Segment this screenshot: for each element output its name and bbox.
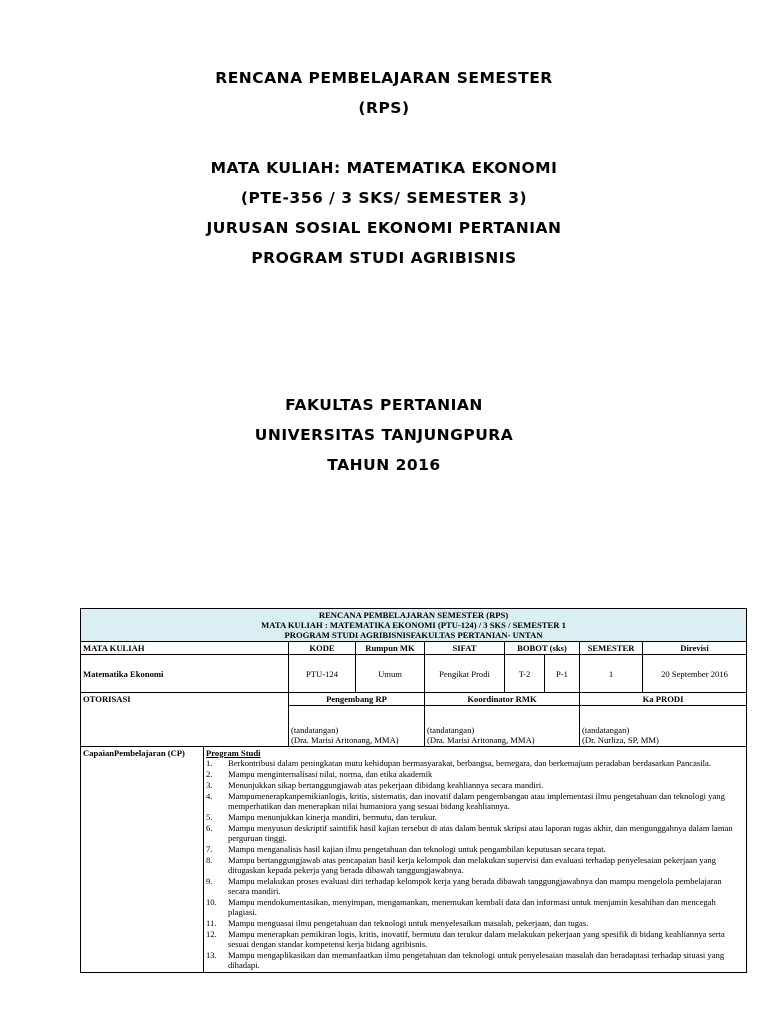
cp-item <box>206 823 744 843</box>
course-sifat: Pengikat Prodi <box>425 655 505 693</box>
cp-item <box>206 918 744 928</box>
cp-item <box>206 844 744 854</box>
course-rumpun: Umum <box>356 655 425 693</box>
cp-item-text: Mampu menganalisis hasil kajian ilmu pengetahuan dan teknologi untuk pengambilan keputusan secara tepat. <box>228 844 606 854</box>
course-bobot-t: T-2 <box>505 655 545 693</box>
course-bobot-p: P-1 <box>545 655 580 693</box>
cp-item-text: Mampu mengaplikasikan dan memanfaatkan ilmu pengetahuan dan teknologi untuk penyelesaian masalah dan beradaptasi terhadap situasi yang dihadapi. <box>228 950 725 970</box>
cp-item <box>206 791 744 811</box>
cp-list <box>206 758 744 970</box>
kaprodi-name: (Dr. Nurliza, SP, MM) <box>582 735 659 745</box>
koordinator-signature <box>425 706 580 747</box>
cp-item-number: 7. <box>206 844 213 854</box>
cp-item <box>206 876 744 896</box>
cp-item-text: Mampu menyusun deskriptif saintifik hasil kajian tersebut di atas dalam bentuk skripsi atau laporan tugas akhir, dan mengunggahnya dalam laman perguruan tinggi. <box>228 823 733 843</box>
cp-item-number: 11. <box>206 918 217 928</box>
kaprodi-signature <box>580 706 747 747</box>
cover-subtitle: (RPS) <box>358 99 410 117</box>
cp-program-studi: Program Studi <box>206 748 261 758</box>
cover-course-name: MATA KULIAH: MATEMATIKA EKONOMI <box>210 159 558 177</box>
koordinator-name: (Dra. Marisi Aritonang, MMA) <box>427 735 535 745</box>
cp-item-text: Berkontribusi dalam peningkatan mutu kehidupan bermasyarakat, berbangsa, bernegara, dan berkemajuan peradaban berdasarkan Pancasila. <box>228 758 711 768</box>
pengembang-label: Pengembang RP <box>289 693 425 706</box>
cp-item <box>206 780 744 790</box>
course-direvisi: 20 September 2016 <box>643 655 747 693</box>
pengembang-signature <box>289 706 425 747</box>
cp-item-number: 10. <box>206 897 217 907</box>
cp-item-text: Mampu bertanggungjawab atas pencapaian hasil kerja kelompok dan melakukan supervisi dan evaluasi terhadap penyelesaian pekerjaan yang ditugaskan kepada pekerja yang berada dibawah tanggungjawabnya. <box>228 855 716 875</box>
col-mata-kuliah: MATA KULIAH <box>81 642 289 655</box>
cp-item <box>206 812 744 822</box>
cp-item-text: Mampu menunjukkan kinerja mandiri, bermutu, dan terukur. <box>228 812 437 822</box>
cover-program: PROGRAM STUDI AGRIBISNIS <box>251 249 517 267</box>
course-semester: 1 <box>580 655 643 693</box>
kaprodi-label: Ka PRODI <box>580 693 747 706</box>
course-name: Matematika Ekonomi <box>81 655 289 693</box>
cp-item-number: 1. <box>206 758 213 768</box>
cover-title-block <box>0 63 768 123</box>
cp-content <box>204 747 747 973</box>
cover-department: JURUSAN SOSIAL EKONOMI PERTANIAN <box>206 219 562 237</box>
cp-item <box>206 855 744 875</box>
kaprodi-sig-placeholder: (tandatangan) <box>582 725 630 735</box>
cp-item-number: 13. <box>206 950 217 960</box>
otorisasi-label: OTORISASI <box>81 693 289 747</box>
col-kode: KODE <box>289 642 356 655</box>
cp-item-number: 8. <box>206 855 213 865</box>
cover-year: TAHUN 2016 <box>327 456 441 474</box>
table-header <box>81 609 747 642</box>
table-header-program: PROGRAM STUDI AGRIBISNISFAKULTAS PERTANIAN- UNTAN <box>284 630 543 640</box>
cover-course-block <box>0 153 768 273</box>
koordinator-label: Koordinator RMK <box>425 693 580 706</box>
cp-item-number: 9. <box>206 876 213 886</box>
cp-item <box>206 758 744 768</box>
cp-item-number: 6. <box>206 823 213 833</box>
cp-label: CapaianPembelajaran (CP) <box>81 747 204 973</box>
cp-item <box>206 897 744 917</box>
col-sifat: SIFAT <box>425 642 505 655</box>
cp-item-number: 2. <box>206 769 213 779</box>
column-header-row <box>81 642 747 655</box>
cp-item <box>206 929 744 949</box>
cp-row <box>81 747 747 973</box>
pengembang-sig-placeholder: (tandatangan) <box>291 725 339 735</box>
cp-item-text: Menunjukkan sikap bertanggungjawab atas pekerjaan dibidang keahliannya secara mandiri. <box>228 780 544 790</box>
cp-item-number: 12. <box>206 929 217 939</box>
cp-item-text: Mampu mendokumentasikan, menyimpan, mengamankan, menemukan kembali data dan informasi untuk menjamin kesahihan dan mencegah plagiasi. <box>228 897 716 917</box>
rps-table <box>80 608 747 973</box>
cp-item-number: 4. <box>206 791 213 801</box>
cp-item-text: Mampu melakukan proses evaluasi diri terhadap kelompok kerja yang berada dibawah tanggungjawabnya dan mampu mengelola pembelajaran secara mandiri. <box>228 876 722 896</box>
cover-faculty: FAKULTAS PERTANIAN <box>285 396 483 414</box>
koordinator-sig-placeholder: (tandatangan) <box>427 725 475 735</box>
cp-item-number: 5. <box>206 812 213 822</box>
col-bobot: BOBOT (sks) <box>505 642 580 655</box>
cp-item-number: 3. <box>206 780 213 790</box>
col-rumpun: Rumpun MK <box>356 642 425 655</box>
cover-course-code: (PTE-356 / 3 SKS/ SEMESTER 3) <box>240 189 528 207</box>
table-header-course: MATA KULIAH : MATEMATIKA EKONOMI (PTU-124) / 3 SKS / SEMESTER 1 <box>261 620 566 630</box>
cover-title: RENCANA PEMBELAJARAN SEMESTER <box>215 69 553 87</box>
otorisasi-header-row <box>81 693 747 706</box>
col-semester: SEMESTER <box>580 642 643 655</box>
cover-institution-block <box>0 390 768 480</box>
table-header-title: RENCANA PEMBELAJARAN SEMESTER (RPS) <box>318 610 509 620</box>
cp-item <box>206 950 744 970</box>
cover-university: UNIVERSITAS TANJUNGPURA <box>254 426 514 444</box>
cp-item-text: Mampu menguasai ilmu pengetahuan dan teknologi untuk menyelesaikan masalah, pekerjaan, dan tugas. <box>228 918 589 928</box>
pengembang-name: (Dra. Marisi Aritonang, MMA) <box>291 735 399 745</box>
col-direvisi: Direvisi <box>643 642 747 655</box>
course-row <box>81 655 747 693</box>
cp-item <box>206 769 744 779</box>
cp-item-text: Mampumenerapkanpemikianlogis, kritis, sistematis, dan inovatif dalam pengembangan atau implementasi ilmu pengetahuan dan teknologi yang memperhatikan dan menerapkan nilai humaniora yang sesuai bidang keahliannya. <box>228 791 725 811</box>
course-code: PTU-124 <box>289 655 356 693</box>
cp-item-text: Mampu menerapkan pemikiran logis, kritis, inovatif, bermutu dan terukur dalam melakukan pekerjaan yang spesifik di bidang keahliannya serta sesuai dengan standar kompetensi kerja bidang agribisnis. <box>228 929 725 949</box>
cp-item-text: Mampu menginternalisasi nilai, norma, dan etika akademik <box>228 769 433 779</box>
